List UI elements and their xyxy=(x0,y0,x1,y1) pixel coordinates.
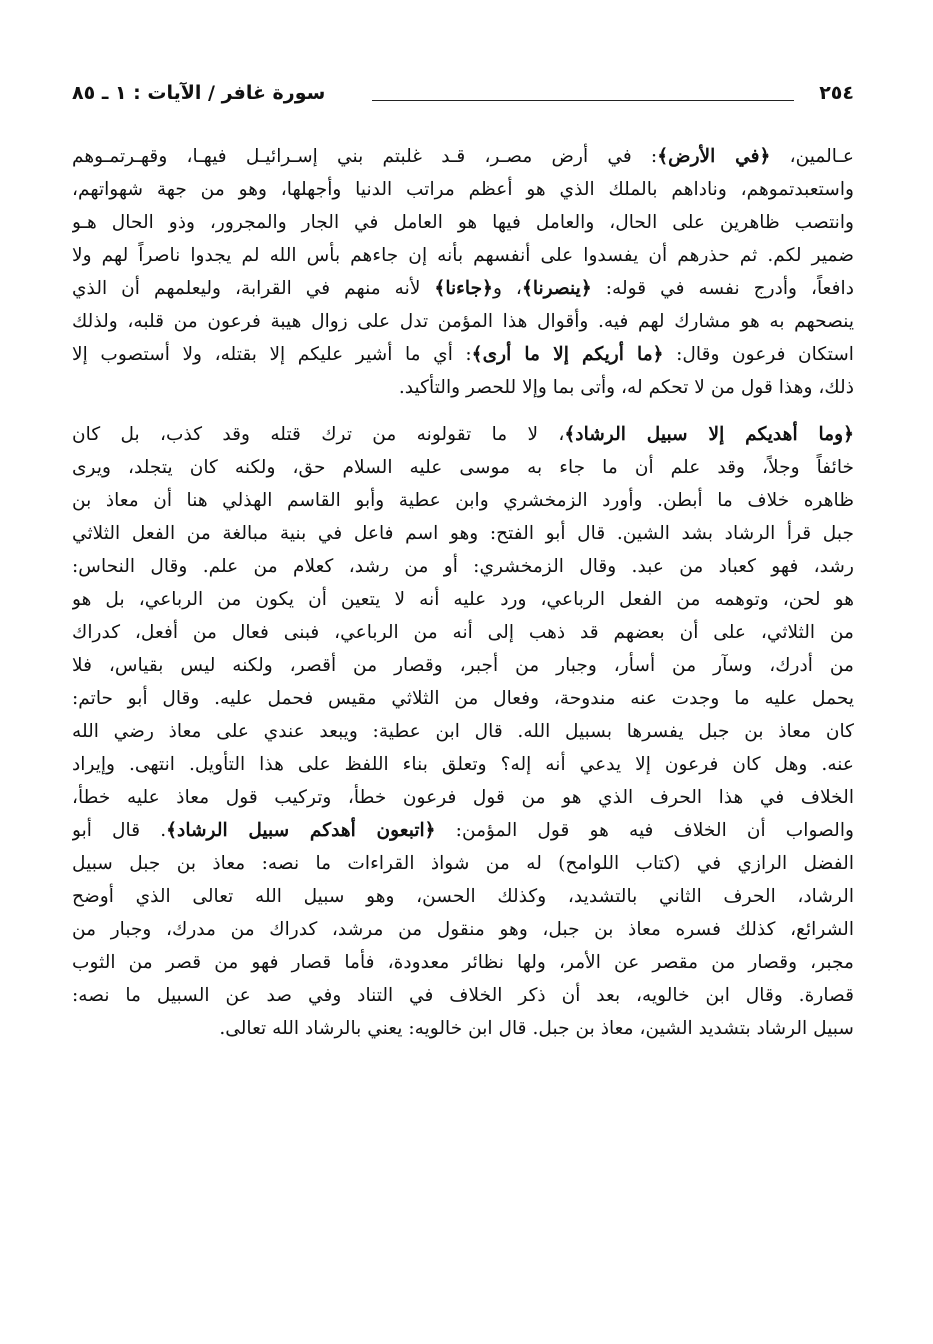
text-segment: خائفاً وجلاً، وقد علم أن ما جاء به موسى عليه السلام حق، ولكنه كان يتجلد، ويرى xyxy=(72,457,854,478)
page-number: ٢٥٤ xyxy=(819,82,854,104)
text-line xyxy=(72,140,854,173)
text-line xyxy=(72,305,854,338)
quran-quote: ﴿في الأرض﴾ xyxy=(657,146,771,167)
quran-quote: ﴿وما أهديكم إلا سبيل الرشاد﴾ xyxy=(564,424,854,445)
text-line xyxy=(72,418,854,451)
text-line xyxy=(72,913,854,946)
text-line xyxy=(72,451,854,484)
text-line xyxy=(72,371,854,404)
text-line xyxy=(72,880,854,913)
text-line xyxy=(72,239,854,272)
text-segment: ، لا ما تقولونه من ترك قتله وقد كذب، بل كان xyxy=(72,424,565,445)
text-segment: رشد، فهو كعباد من عبد. وقال الزمخشري: أو من رشد، كعلام من علم. وقال النحاس: xyxy=(72,556,854,577)
running-header xyxy=(72,82,854,122)
text-segment: ظاهره خلاف ما أبطن. وأورد الزمخشري وابن عطية وأبو القاسم الهذلي هنا أن معاذ بن xyxy=(72,490,854,511)
text-line xyxy=(72,206,854,239)
text-line xyxy=(72,484,854,517)
quran-quote: ﴿ما أريكم إلا ما أرى﴾ xyxy=(471,344,664,365)
text-segment: من أدرك، وسآر من أسأر، وجبار من أجبر، وقصار من أقصر، ولكنه ليس بقياس، فلا xyxy=(72,655,854,676)
text-line xyxy=(72,550,854,583)
text-line xyxy=(72,979,854,1012)
text-line xyxy=(72,616,854,649)
text-segment: كان معاذ بن جبل يفسرها بسبيل الله. قال ابن عطية: ويبعد عندي على معاذ رضي الله xyxy=(72,721,854,742)
text-line xyxy=(72,946,854,979)
text-segment: دافعاً، وأدرج نفسه في قوله: xyxy=(591,278,854,299)
running-title: سورة غافر / الآيات : ١ ـ ٨٥ xyxy=(72,82,326,104)
text-segment: : في أرض مصـر، قـد غلبتم بني إسـرائيـل فيهـا، وقهـرتمـوهم xyxy=(72,146,658,167)
text-segment: لأنه منهم في القرابة، وليعلمهم أن الذي xyxy=(72,278,435,299)
text-segment: وانتصب ظاهرين على الحال، والعامل فيها هو العامل في الجار والمجرور، وذو الحال هـو xyxy=(72,212,854,233)
text-segment: عنه. وهل كان فرعون إلا يدعي أنه إله؟ وتعلق بناء اللفظ على هذا التأويل. انتهى. وإيراد xyxy=(72,754,854,775)
text-segment: عـالمين، xyxy=(770,146,854,167)
text-line xyxy=(72,682,854,715)
text-segment: . قال أبو xyxy=(72,820,167,841)
text-segment: واستعبدتموهم، وناداهم بالملك الذي هو أعظم مراتب الدنيا وأجهلها، وهو من جهة شهواتهم، xyxy=(72,179,854,200)
text-line xyxy=(72,1012,854,1045)
text-segment: قصارة. وقال ابن خالويه، بعد أن ذكر الخلاف في التناد وفي صد عن السبيل ما نصه: xyxy=(72,985,854,1006)
text-segment: يحمل عليه ما وجدت عنه مندوحة، وفعال من الثلاثي مقيس فحمل عليه. وقال أبو حاتم: xyxy=(72,688,854,709)
text-segment: : أي ما أشير عليكم إلا بقتله، ولا أستصوب إلا xyxy=(72,344,472,365)
text-line xyxy=(72,781,854,814)
quran-quote: ﴿اتبعون أهدكم سبيل الرشاد﴾ xyxy=(166,820,436,841)
text-line xyxy=(72,517,854,550)
text-line xyxy=(72,814,854,847)
text-segment: سبيل الرشاد بتشديد الشين، معاذ بن جبل. قال ابن خالويه: يعني بالرشاد الله تعالى. xyxy=(219,1018,854,1039)
text-line xyxy=(72,715,854,748)
text-segment: الرشاد، الحرف الثاني بالتشديد، وكذلك الحسن، وهو سبيل الله تعالى الذي أوضح xyxy=(72,886,854,907)
text-segment: الشرائع، كذلك فسره معاذ بن جبل، وهو منقول من مرشد، كدراك من مدرك، وجبار من xyxy=(72,919,854,940)
text-line xyxy=(72,173,854,206)
header-rule xyxy=(372,100,794,101)
quran-quote: ﴿جاءنا﴾ xyxy=(434,278,493,299)
text-segment: هو لحن، وتوهمه من الفعل الرباعي، ورد عليه أنه لا يتعين أن يكون من الرباعي، بل هو xyxy=(72,589,854,610)
text-segment: والصواب أن الخلاف فيه هو قول المؤمن: xyxy=(435,820,854,841)
text-line xyxy=(72,847,854,880)
page-body xyxy=(72,140,854,1045)
text-segment: ضمير لكم. ثم حذرهم أن يفسدوا على أنفسهم بأنه إن جاءهم بأس الله لم يجدوا ناصراً لهم ولا xyxy=(72,245,854,266)
text-line xyxy=(72,338,854,371)
text-line xyxy=(72,583,854,616)
text-segment: ، و xyxy=(492,278,522,299)
text-segment: الخلاف في هذا الحرف الذي هو من قول فرعون خطأ، وتركيب قول معاذ عليه خطأ، xyxy=(72,787,854,808)
paragraph xyxy=(72,140,854,404)
paragraph xyxy=(72,418,854,1045)
quran-quote: ﴿ينصرنا﴾ xyxy=(521,278,592,299)
text-segment: جبل قرأ الرشاد بشد الشين. قال أبو الفتح: وهو اسم فاعل في بنية مبالغة من الفعل الثلاثي xyxy=(72,523,854,544)
text-line xyxy=(72,272,854,305)
text-segment: ينصحهم به هو مشارك لهم فيه. وأقوال هذا المؤمن تدل على زوال هيبة فرعون من قلبه، ولذلك xyxy=(72,311,854,332)
text-segment: من الثلاثي، على أن بعضهم قد ذهب إلى أنه من الرباعي، فبنى فعال من أفعل، كدراك xyxy=(72,622,854,643)
text-segment: مجبر، وقصار من مقصر عن الأمر، ولها نظائر معدودة، فأما قصار فهو من قصر من الثوب xyxy=(72,952,854,973)
text-line xyxy=(72,748,854,781)
text-line xyxy=(72,649,854,682)
text-segment: ذلك، وهذا قول من لا تحكم له، وأتى بما وإلا للحصر والتأكيد. xyxy=(398,377,854,398)
text-segment: الفضل الرازي في (كتاب اللوامح) له من شواذ القراءات ما نصه: معاذ بن جبل سبيل xyxy=(72,853,854,874)
text-segment: استكان فرعون وقال: xyxy=(663,344,854,365)
